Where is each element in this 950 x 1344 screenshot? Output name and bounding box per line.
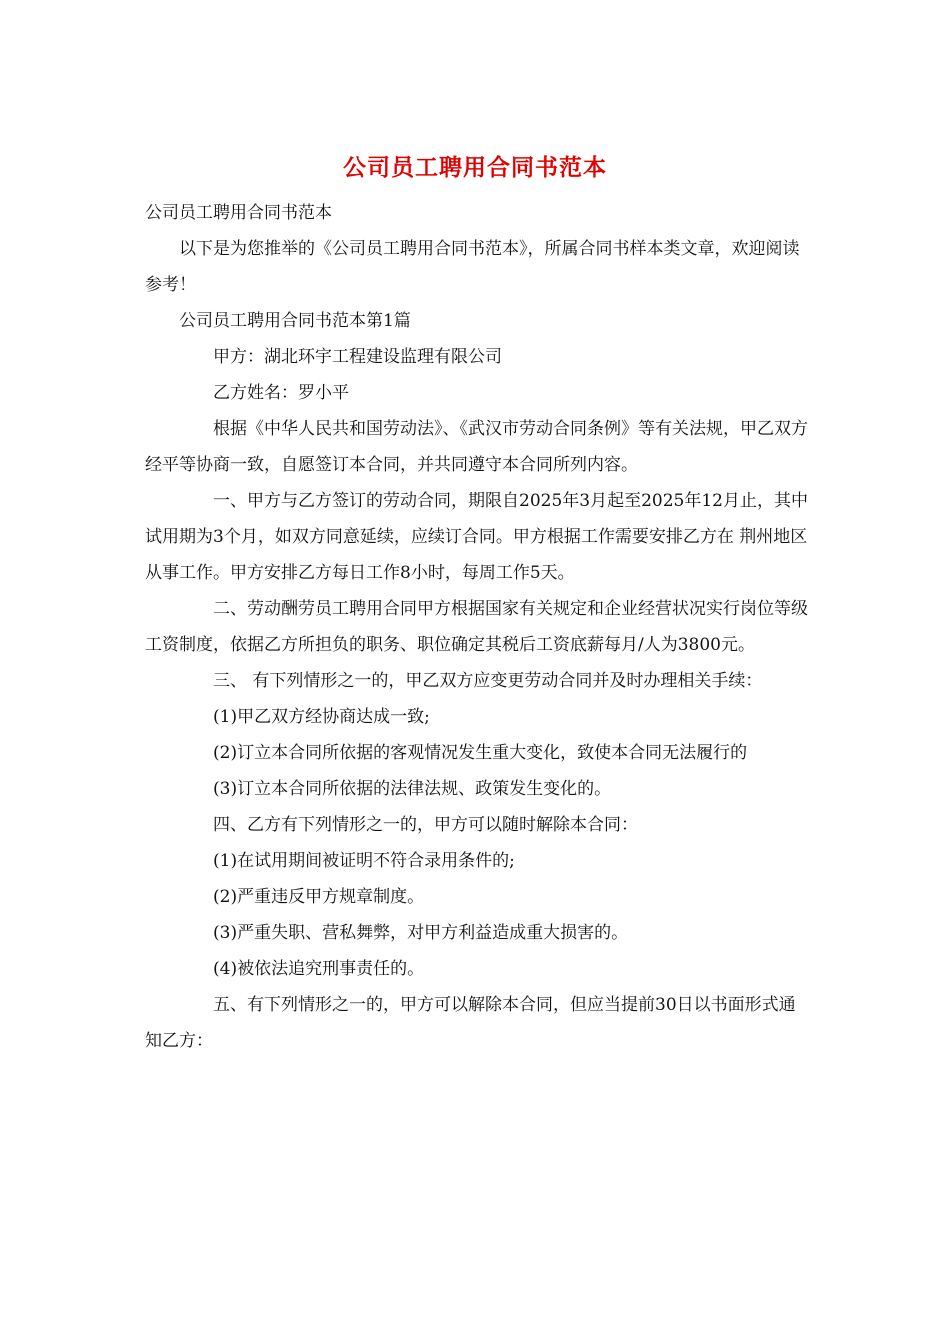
- paragraph-clause-1: 一、甲方与乙方签订的劳动合同，期限自2025年3月起至2025年12月止，其中试用期为3个月，如双方同意延续，应续订合同。甲方根据工作需要安排乙方在 荆州地区 从事工作。甲方安排乙方每日工作8小时，每周工作5天。: [145, 491, 808, 583]
- list-item: (2)订立本合同所依据的客观情况发生重大变化，致使本合同无法履行的: [213, 743, 748, 763]
- list-item: (1)甲乙双方经协商达成一致;: [213, 707, 430, 727]
- paragraph-party-b: 乙方姓名：罗小平: [213, 383, 349, 403]
- list-item: (3)订立本合同所依据的法律法规、政策发生变化的。: [213, 779, 612, 799]
- list-item: (2)严重违反甲方规章制度。: [213, 887, 425, 907]
- paragraph-preamble: 根据《中华人民共和国劳动法》、《武汉市劳动合同条例》等有关法规，甲乙双方经平等协商一致，自愿签订本合同，并共同遵守本合同所列内容。: [145, 419, 808, 475]
- list-item: (4)被依法追究刑事责任的。: [213, 959, 425, 979]
- document-body: [145, 195, 810, 1059]
- paragraph-clause-3: 三、 有下列情形之一的，甲乙双方应变更劳动合同并及时办理相关手续：: [213, 671, 763, 691]
- paragraph-subtitle: 公司员工聘用合同书范本: [145, 203, 332, 223]
- paragraph-intro: 以下是为您推举的《公司员工聘用合同书范本》，所属合同书样本类文章，欢迎阅读参考！: [145, 239, 800, 295]
- list-item: (3)严重失职、营私舞弊，对甲方利益造成重大损害的。: [213, 923, 629, 943]
- paragraph-clause-5: 五、有下列情形之一的，甲方可以解除本合同，但应当提前30日以书面形式通知乙方：: [145, 995, 796, 1051]
- paragraph-party-a: 甲方：湖北环宇工程建设监理有限公司: [213, 347, 502, 367]
- paragraph-section-heading: 公司员工聘用合同书范本第1篇: [179, 311, 411, 331]
- paragraph-clause-2: 二、劳动酬劳员工聘用合同甲方根据国家有关规定和企业经营状况实行岗位等级工资制度，依据乙方所担负的职务、职位确定其税后工资底薪每月/人为3800元。: [145, 599, 808, 655]
- document-title: 公司员工聘用合同书范本: [343, 154, 607, 181]
- paragraph-clause-4: 四、乙方有下列情形之一的，甲方可以随时解除本合同：: [213, 815, 638, 835]
- list-item: (1)在试用期间被证明不符合录用条件的;: [213, 851, 515, 871]
